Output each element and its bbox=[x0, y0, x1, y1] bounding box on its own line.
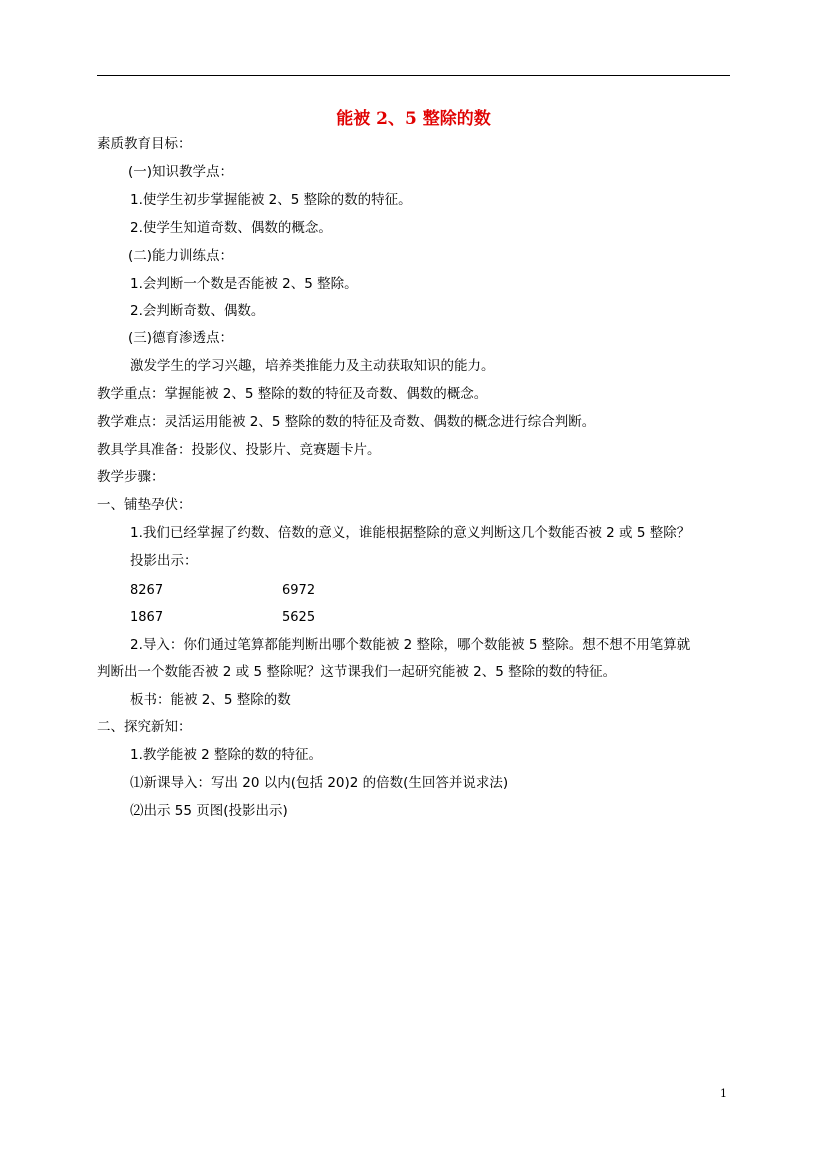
board-note: 板书：能被 2、5 整除的数 bbox=[130, 692, 291, 708]
page-number: 1 bbox=[720, 1087, 727, 1100]
knowledge-item-2: 2.使学生知道奇数、偶数的概念。 bbox=[130, 220, 332, 236]
part1-item-1: 1.我们已经掌握了约数、倍数的意义，谁能根据整除的意义判断这几个数能否被 2 或 5 整除？ bbox=[130, 525, 691, 541]
number-cell: 6972 bbox=[282, 583, 316, 598]
part2-sub-1: ⑴新课导入：写出 20 以内(包括 20)2 的倍数(生回答并说求法) bbox=[130, 775, 509, 791]
tools: 教具学具准备：投影仪、投影片、竞赛题卡片。 bbox=[97, 442, 381, 458]
part1-item-2-line-2: 判断出一个数能否被 2 或 5 整除呢？这节课我们一起研究能被 2、5 整除的数的特征。 bbox=[97, 664, 617, 680]
ability-item-1: 1.会判断一个数是否能被 2、5 整除。 bbox=[130, 276, 358, 292]
part2-heading: 二、探究新知： bbox=[97, 719, 192, 735]
knowledge-item-1: 1.使学生初步掌握能被 2、5 整除的数的特征。 bbox=[130, 192, 412, 208]
document-title: 能被 2、5 整除的数 bbox=[336, 109, 491, 129]
part1-heading: 一、铺垫孕伏： bbox=[97, 497, 192, 513]
number-cell: 5625 bbox=[282, 610, 316, 625]
knowledge-heading: (一)知识教学点： bbox=[128, 164, 234, 180]
goals-heading: 素质教育目标： bbox=[97, 136, 192, 152]
part2-item-1: 1.教学能被 2 整除的数的特征。 bbox=[130, 747, 323, 763]
part2-sub-2: ⑵出示 55 页图(投影出示) bbox=[130, 803, 288, 819]
moral-heading: (三)德育渗透点： bbox=[128, 330, 234, 346]
part1-item-2-line-1: 2.导入：你们通过笔算都能判断出哪个数能被 2 整除，哪个数能被 5 整除。想不想不用笔算就 bbox=[130, 637, 691, 653]
number-cell: 1867 bbox=[130, 610, 164, 625]
number-cell: 8267 bbox=[130, 583, 164, 598]
difficulty: 教学难点：灵活运用能被 2、5 整除的数的特征及奇数、偶数的概念进行综合判断。 bbox=[97, 414, 596, 430]
key-point: 教学重点：掌握能被 2、5 整除的数的特征及奇数、偶数的概念。 bbox=[97, 386, 488, 402]
steps-heading: 教学步骤： bbox=[97, 469, 165, 485]
projection-label: 投影出示： bbox=[130, 553, 198, 569]
ability-heading: (二)能力训练点： bbox=[128, 248, 234, 264]
moral-item-1: 激发学生的学习兴趣，培养类推能力及主动获取知识的能力。 bbox=[130, 358, 495, 374]
header-rule bbox=[97, 75, 730, 76]
ability-item-2: 2.会判断奇数、偶数。 bbox=[130, 303, 265, 319]
